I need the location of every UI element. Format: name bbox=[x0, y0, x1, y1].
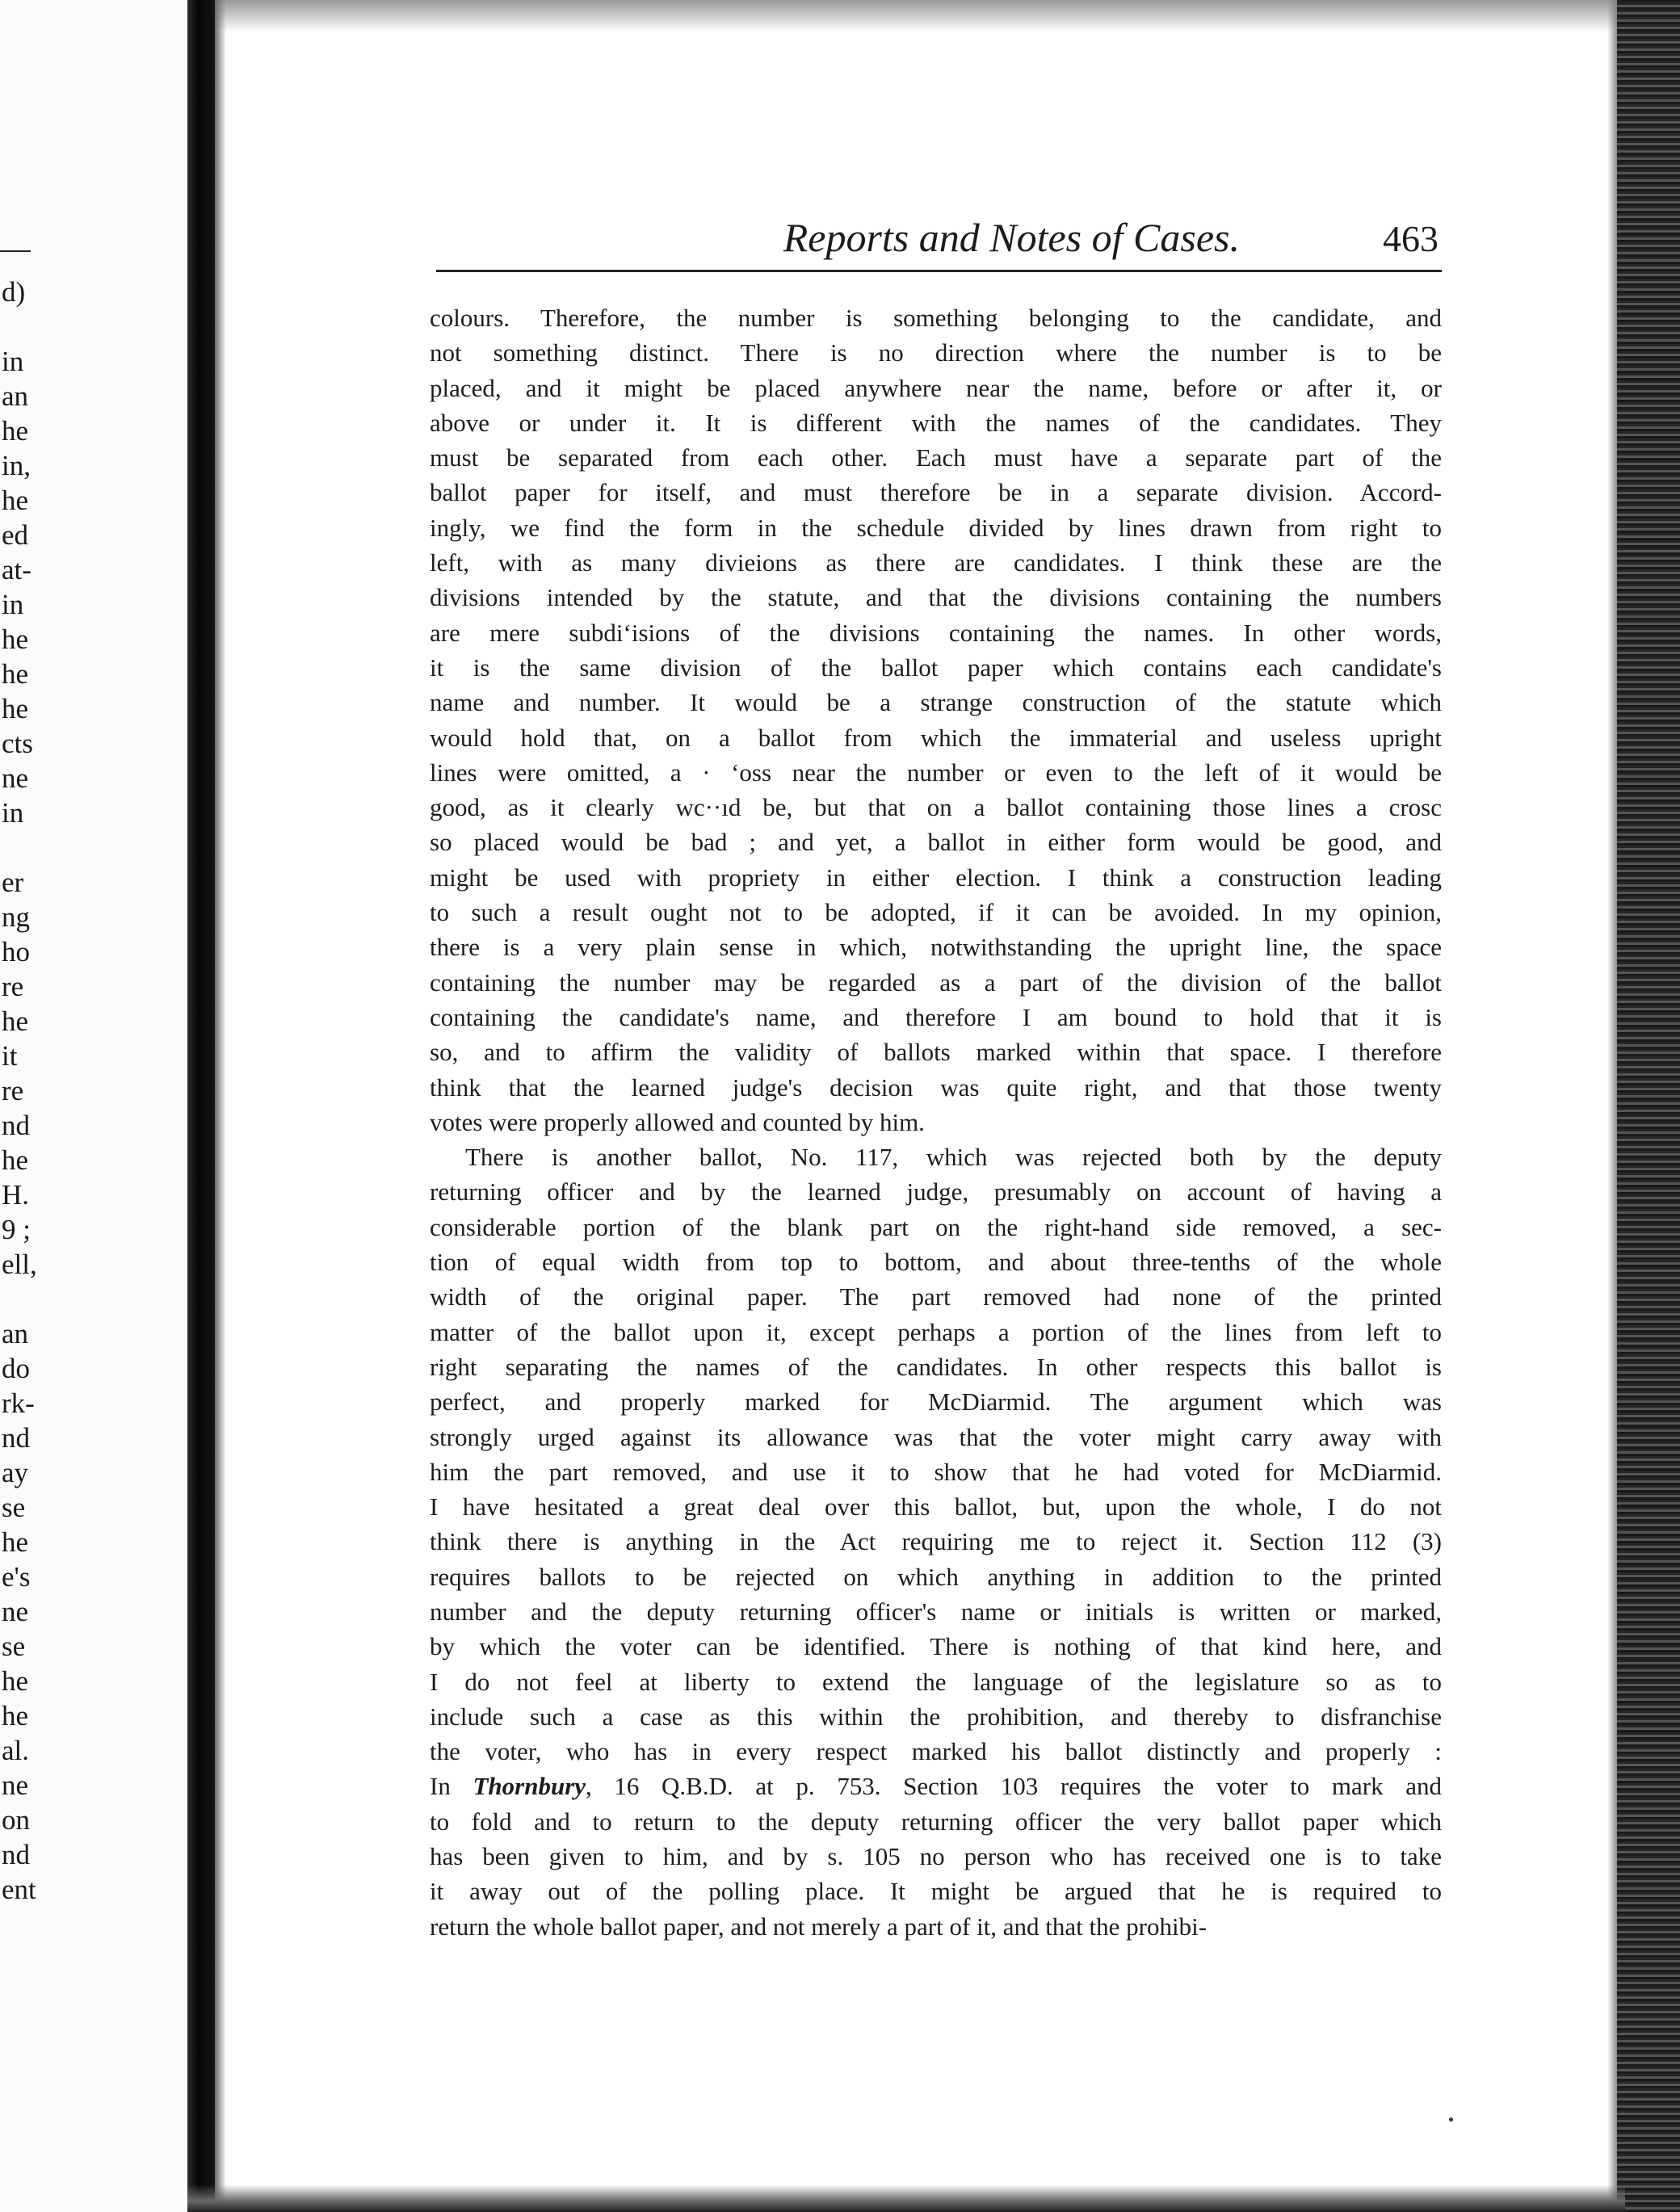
text-line: containing the candidate's name, and therefore I am bound to hold that it is bbox=[430, 1002, 1442, 1031]
text-line: requires ballots to be rejected on which anything in addition to the printed bbox=[430, 1562, 1442, 1591]
facing-page-fragment: nd bbox=[2, 1839, 30, 1870]
facing-page-fragment: he bbox=[2, 693, 29, 724]
text-line: it away out of the polling place. It might be argued that he is required to bbox=[430, 1877, 1442, 1906]
facing-page-fragment: se bbox=[2, 1492, 26, 1523]
text-line: above or under it. It is different with the names of the candidates. They bbox=[430, 408, 1442, 437]
text-line: left, with as many divieions as there are candidates. I think these are the bbox=[430, 548, 1442, 577]
text-line: tion of equal width from top to bottom, and about three-tenths of the whole bbox=[430, 1248, 1442, 1277]
book-gutter bbox=[187, 0, 215, 2212]
facing-page-fragment: he bbox=[2, 658, 29, 690]
running-title: Reports and Notes of Cases. bbox=[783, 215, 1240, 260]
citation-prefix: In bbox=[430, 1772, 473, 1801]
text-line: must be separated from each other. Each must have a separate part of the bbox=[430, 443, 1442, 472]
bottom-scan-edge bbox=[187, 2185, 1625, 2212]
text-line: good, as it clearly wc··ıd be, but that on a ballot containing those lines a crosc bbox=[430, 793, 1442, 822]
text-line: by which the voter can be identified. There is nothing of that kind here, and bbox=[430, 1632, 1442, 1661]
text-line: the voter, who has in every respect marked his ballot distinctly and properly : bbox=[430, 1737, 1442, 1766]
text-line: right separating the names of the candidates. In other respects this ballot is bbox=[430, 1352, 1442, 1381]
text-line: width of the original paper. The part removed had none of the printed bbox=[430, 1282, 1442, 1312]
page-stack-edge bbox=[1617, 0, 1680, 2212]
text-line: think there is anything in the Act requiring me to reject it. Section 112 (3) bbox=[430, 1527, 1442, 1556]
facing-page-fragment: ne bbox=[2, 1769, 29, 1801]
text-line: so, and to affirm the validity of ballots marked within that space. I therefore bbox=[430, 1038, 1442, 1067]
text-line: would hold that, on a ballot from which the immaterial and useless upright bbox=[430, 723, 1442, 752]
text-line: name and number. It would be a strange construction of the statute which bbox=[430, 688, 1442, 717]
text-line: include such a case as this within the prohibition, and thereby to disfranchise bbox=[430, 1702, 1442, 1731]
facing-page-fragment: at- bbox=[2, 554, 32, 586]
text-line: return the whole ballot paper, and not merely a part of it, and that the prohibi- bbox=[430, 1912, 1208, 1941]
facing-page-fragment: ed bbox=[2, 519, 29, 551]
text-line: there is a very plain sense in which, notwithstanding the upright line, the space bbox=[430, 933, 1442, 962]
facing-page-fragment: nd bbox=[2, 1110, 30, 1141]
facing-page-fragment bbox=[2, 830, 37, 865]
facing-page-fragment: he bbox=[2, 1665, 29, 1697]
facing-page-fragment: he bbox=[2, 1526, 29, 1558]
text-line: are mere subdi‘isions of the divisions containing the names. In other words, bbox=[430, 618, 1442, 647]
text-line: matter of the ballot upon it, except perhaps a portion of the lines from left to bbox=[430, 1317, 1442, 1346]
facing-page-fragment bbox=[2, 1282, 37, 1316]
body-text bbox=[430, 300, 1442, 1944]
facing-page-fragment: he bbox=[2, 1144, 29, 1176]
facing-page-fragment: H. bbox=[2, 1179, 30, 1211]
text-line: containing the number may be regarded as a part of the division of the ballot bbox=[430, 967, 1442, 997]
text-line: There is another ballot, No. 117, which was rejected both by the deputy bbox=[465, 1143, 1442, 1172]
facing-page-fragment: ell, bbox=[2, 1249, 37, 1280]
facing-page-rule bbox=[0, 250, 31, 252]
text-line: placed, and it might be placed anywhere near the name, before or after it, or bbox=[430, 373, 1442, 402]
text-line: to fold and to return to the deputy returning officer the very ballot paper which bbox=[430, 1807, 1442, 1836]
text-line: returning officer and by the learned judge, presumably on account of having a bbox=[430, 1177, 1442, 1207]
facing-page-fragment: an bbox=[2, 380, 29, 412]
facing-page-fragment: ay bbox=[2, 1457, 29, 1488]
facing-page-fragment: he bbox=[2, 485, 29, 516]
text-line: has been given to him, and by s. 105 no person who has received one is to take bbox=[430, 1842, 1442, 1871]
text-line: perfect, and properly marked for McDiarmid. The argument which was bbox=[430, 1387, 1442, 1417]
text-line: strongly urged against its allowance was that the voter might carry away with bbox=[430, 1422, 1442, 1451]
text-line: divisions intended by the statute, and that the divisions containing the numbers bbox=[430, 583, 1442, 612]
facing-page-fragment: ng bbox=[2, 901, 30, 933]
facing-page-fragment: ent bbox=[2, 1874, 36, 1905]
facing-page-fragment: he bbox=[2, 415, 29, 447]
facing-page-fragment: ne bbox=[2, 1596, 29, 1627]
facing-page-fragment: e's bbox=[2, 1561, 31, 1593]
scan-top-shadow bbox=[105, 0, 1640, 32]
text-line: so placed would be bad ; and yet, a ballot in either form would be good, and bbox=[430, 828, 1442, 857]
facing-page-fragment: he bbox=[2, 1005, 29, 1037]
facing-page-fragment: 9 ; bbox=[2, 1214, 31, 1245]
text-line: ballot paper for itself, and must therefore be in a separate division. Accord- bbox=[430, 478, 1442, 507]
facing-page-fragment: re bbox=[2, 1075, 24, 1106]
case-name: Thornbury bbox=[472, 1772, 586, 1801]
text-line: it is the same division of the ballot paper which contains each candidate's bbox=[430, 653, 1442, 682]
facing-page-fragment: al. bbox=[2, 1735, 30, 1766]
facing-page-fragment: do bbox=[2, 1353, 30, 1384]
facing-page-fragment: in, bbox=[2, 450, 31, 481]
page-header bbox=[436, 212, 1442, 268]
text-line: I do not feel at liberty to extend the language of the legislature so as to bbox=[430, 1667, 1442, 1696]
text-line: him the part removed, and use it to show that he had voted for McDiarmid. bbox=[430, 1457, 1442, 1486]
text-line: think that the learned judge's decision was quite right, and that those twenty bbox=[430, 1072, 1442, 1102]
facing-page-fragment: an bbox=[2, 1318, 29, 1349]
facing-page-fragment: in bbox=[2, 797, 24, 829]
facing-page-fragment: se bbox=[2, 1631, 26, 1662]
facing-page-fragment: on bbox=[2, 1804, 30, 1836]
facing-page-fragment bbox=[2, 309, 37, 344]
page-number: 463 bbox=[1383, 218, 1438, 259]
text-line: not something distinct. There is no direction where the number is to be bbox=[430, 338, 1442, 367]
text-line: votes were properly allowed and counted by him. bbox=[430, 1107, 925, 1136]
text-line: to such a result ought not to be adopted, if it can be avoided. In my opinion, bbox=[430, 898, 1442, 927]
text-line: lines were omitted, a · ‘oss near the number or even to the left of it would be bbox=[430, 758, 1442, 787]
text-line: might be used with propriety in either election. I think a construction leading bbox=[430, 863, 1442, 892]
text-line: colours. Therefore, the number is something belonging to the candidate, and bbox=[430, 304, 1442, 332]
facing-page-edge bbox=[0, 0, 187, 2212]
facing-page-fragment: d) bbox=[2, 276, 26, 308]
citation-line bbox=[430, 1769, 1442, 1803]
facing-page-fragment: er bbox=[2, 867, 24, 898]
facing-page-fragment: in bbox=[2, 346, 24, 377]
facing-page-fragment: he bbox=[2, 1700, 29, 1731]
facing-page-fragment: ho bbox=[2, 936, 30, 967]
facing-page-fragment: it bbox=[2, 1040, 18, 1072]
header-rule bbox=[436, 270, 1442, 272]
scan-speck bbox=[1449, 2118, 1453, 2122]
facing-page-fragment: nd bbox=[2, 1422, 30, 1454]
facing-page-text-fragments bbox=[2, 275, 37, 1907]
text-line: ingly, we find the form in the schedule divided by lines drawn from right to bbox=[430, 513, 1442, 542]
text-line: number and the deputy returning officer's name or initials is written or marked, bbox=[430, 1597, 1442, 1626]
facing-page-fragment: in bbox=[2, 589, 24, 620]
citation-rest: , 16 Q.B.D. at p. 753. Section 103 requires the voter to mark and bbox=[586, 1772, 1442, 1801]
facing-page-fragment: rk- bbox=[2, 1387, 35, 1419]
text-line: considerable portion of the blank part on the right-hand side removed, a sec- bbox=[430, 1212, 1442, 1241]
facing-page-fragment: he bbox=[2, 623, 29, 655]
facing-page-fragment: ne bbox=[2, 762, 29, 794]
facing-page-fragment: cts bbox=[2, 728, 33, 759]
gutter-shadow bbox=[215, 0, 226, 2212]
text-line: I have hesitated a great deal over this ballot, but, upon the whole, I do not bbox=[430, 1492, 1442, 1522]
facing-page-fragment: re bbox=[2, 971, 24, 1002]
